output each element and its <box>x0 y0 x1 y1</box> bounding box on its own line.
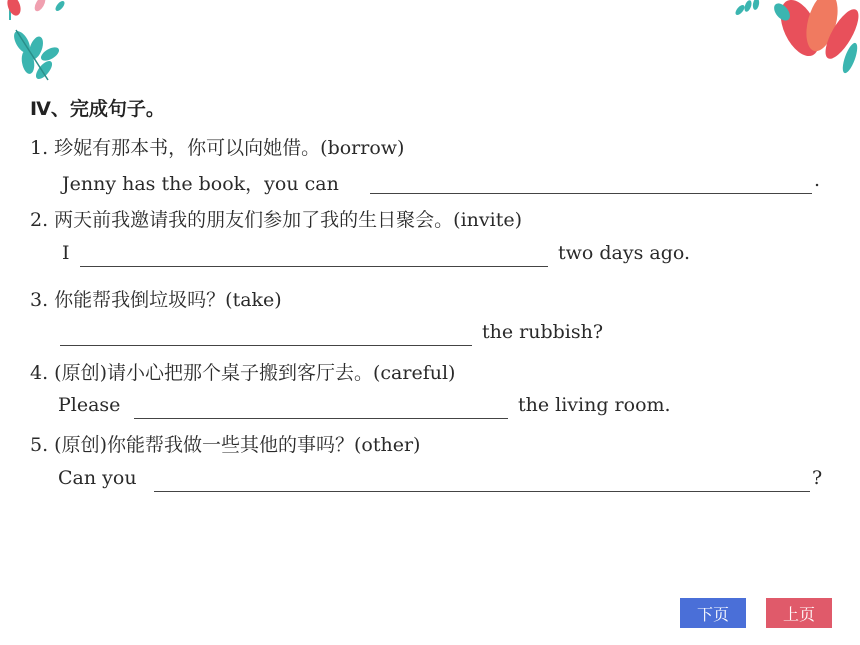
question-4-prompt: 4. (原创)请小心把那个桌子搬到客厅去。(careful) <box>30 362 456 384</box>
question-3-sentence-end: the rubbish? <box>482 321 604 343</box>
question-2-sentence-end: two days ago. <box>558 242 691 264</box>
previous-page-button[interactable]: 上页 <box>766 598 832 628</box>
question-1-answer-blank[interactable] <box>370 193 812 194</box>
leaf-decoration-top-right <box>730 0 860 80</box>
question-5-prompt: 5. (原创)你能帮我做一些其他的事吗？(other) <box>30 434 421 456</box>
leaf-decoration-top-left <box>0 0 90 100</box>
question-4-sentence-start: Please <box>58 394 121 416</box>
question-5-sentence-start: Can you <box>58 467 137 489</box>
section-title: Ⅳ、完成句子。 <box>30 98 165 120</box>
question-1-sentence-start: Jenny has the book，you can <box>62 173 339 195</box>
question-3-answer-blank[interactable] <box>60 345 472 346</box>
question-5-answer-blank[interactable] <box>154 491 810 492</box>
question-4-answer-blank[interactable] <box>134 418 508 419</box>
question-3-prompt: 3. 你能帮我倒垃圾吗？(take) <box>30 289 282 311</box>
question-5-sentence-end: ? <box>812 467 823 489</box>
question-2-prompt: 2. 两天前我邀请我的朋友们参加了我的生日聚会。(invite) <box>30 209 522 231</box>
question-2-answer-blank[interactable] <box>80 266 548 267</box>
next-page-button[interactable]: 下页 <box>680 598 746 628</box>
question-4-sentence-end: the living room. <box>518 394 671 416</box>
question-1-prompt: 1. 珍妮有那本书，你可以向她借。(borrow) <box>30 137 405 159</box>
question-1-sentence-end: . <box>814 169 821 191</box>
question-2-sentence-start: I <box>62 242 70 264</box>
